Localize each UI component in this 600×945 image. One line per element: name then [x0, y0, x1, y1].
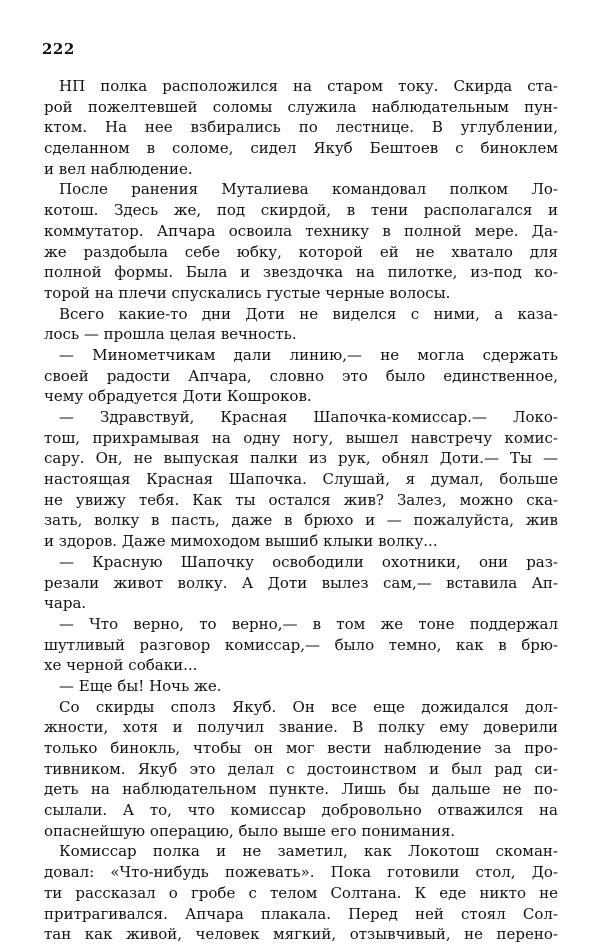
text-line: своей радости Апчара, словно это было единственное,	[44, 366, 558, 385]
text-line: тан как живой, человек мягкий, отзывчивый, не перено-	[44, 925, 558, 944]
text-line: не увижу тебя. Как ты остался жив? Залез, можно ска-	[44, 490, 558, 509]
text-line: сделанном в соломе, сидел Якуб Бештоев с биноклем	[44, 139, 558, 158]
text-line: После ранения Муталиева командовал полком Ло-	[59, 180, 558, 199]
text-line: рой пожелтевшей соломы служила наблюдательным пун-	[44, 97, 558, 116]
text-line: хе черной собаки...	[44, 656, 198, 675]
text-line: и вел наблюдение.	[44, 159, 193, 178]
text-line: притрагивался. Апчара плакала. Перед ней стоял Сол-	[44, 904, 558, 923]
text-line: жности, хотя и получил звание. В полку ему доверили	[44, 718, 558, 737]
text-line: котош. Здесь же, под скирдой, в тени располагался и	[44, 201, 558, 220]
text-line: чара.	[44, 594, 87, 613]
text-line: ктом. На нее взбирались по лестнице. В углублении,	[44, 118, 558, 137]
text-line: тош, прихрамывая на одну ногу, вышел навстречу комис-	[44, 428, 558, 447]
text-line: довал: «Что-нибудь пожевать». Пока готовили стол, До-	[44, 863, 558, 882]
text-line: Комиссар полка и не заметил, как Локотош скоман-	[59, 842, 558, 861]
text-line: полной формы. Была и звездочка на пилотке, из-под ко-	[44, 263, 558, 282]
text-line: зать, волку в пасть, даже в брюхо и — пожалуйста, жив	[44, 511, 558, 530]
text-line: коммутатор. Апчара освоила технику в полной мере. Да-	[44, 221, 558, 240]
text-line: — Минометчикам дали линию,— не могла сдержать	[59, 345, 558, 364]
text-line: тивником. Якуб это делал с достоинством и был рад си-	[44, 759, 558, 778]
text-line: сару. Он, не выпуская палки из рук, обнял Доти.— Ты —	[44, 449, 558, 468]
text-line: торой на плечи спускались густые черные волосы.	[44, 283, 451, 302]
text-line: резали живот волку. А Доти вылез сам,— вставила Ап-	[44, 573, 558, 592]
text-line: настоящая Красная Шапочка. Слушай, я думал, больше	[44, 470, 558, 489]
text-line: — Красную Шапочку освободили охотники, они раз-	[59, 552, 558, 571]
body-text	[44, 76, 558, 945]
text-line: — Что верно, то верно,— в том же тоне поддержал	[59, 614, 558, 633]
text-line: лось — прошла целая вечность.	[44, 325, 297, 344]
text-line: только бинокль, чтобы он мог вести наблюдение за про-	[44, 739, 558, 757]
text-line: же раздобыла себе юбку, которой ей не хватало для	[44, 242, 558, 261]
page-number: 222	[42, 40, 75, 58]
text-line: — Еще бы! Ночь же.	[59, 676, 222, 695]
text-line: Со скирды сполз Якуб. Он все еще дожидался дол-	[59, 697, 558, 716]
text-line: ти рассказал о гробе с телом Солтана. К еде никто не	[44, 883, 558, 902]
text-line: чему обрадуется Доти Кошроков.	[44, 387, 312, 406]
text-line: опаснейшую операцию, было выше его понимания.	[44, 821, 456, 840]
text-line: шутливый разговор комиссар,— было темно, как в брю-	[44, 635, 558, 654]
text-line: деть на наблюдательном пункте. Лишь бы дальше не по-	[44, 780, 558, 799]
text-line: сылали. А то, что комиссар добровольно отважился на	[44, 801, 558, 820]
text-line: Всего какие-то дни Доти не виделся с ними, а каза-	[59, 304, 558, 323]
text-line: — Здравствуй, Красная Шапочка-комиссар.— Локо-	[59, 408, 558, 426]
text-line: НП полка расположился на старом току. Скирда ста-	[59, 77, 558, 95]
text-line: и здоров. Даже мимоходом вышиб клыки волку...	[44, 532, 438, 551]
